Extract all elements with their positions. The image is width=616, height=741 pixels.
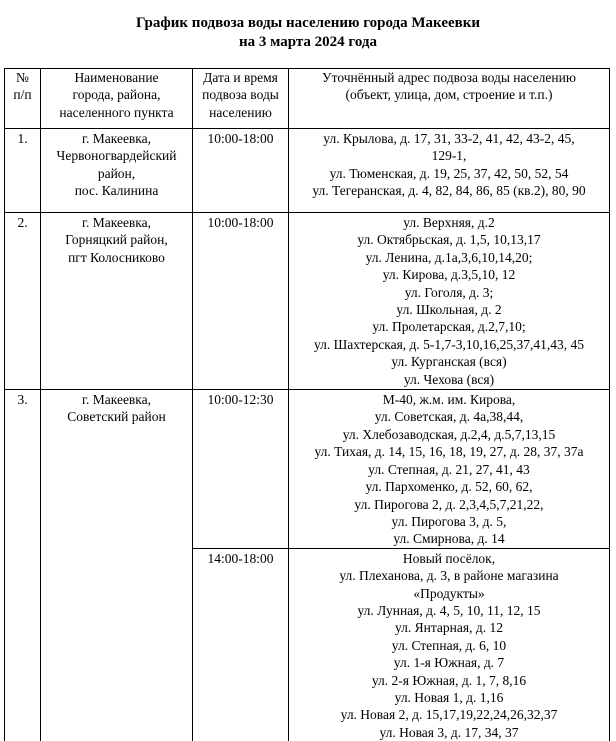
table-header-row bbox=[5, 69, 610, 129]
row-address: М-40, ж.м. им. Кирова, ул. Советская, д. 4а,38,44, ул. Хлебозаводская, д.2,4, д.5,7,13,15 ул. Тихая, д. 14, 15, 16, 18, 19, 27, д. 28, 37, 37а ул. Степная, д. 21, 27, 41, 43 ул. Пархоменко, д. 52, 60, 62, ул. Пирогова 2, д. 2,3,4,5,7,21,22, ул. Пирогова 3, д. 5, ул. Смирнова, д. 14 bbox=[289, 390, 610, 549]
row-address: ул. Верхняя, д.2 ул. Октябрьская, д. 1,5, 10,13,17 ул. Ленина, д.1а,3,6,10,14,20; ул. Кирова, д.3,5,10, 12 ул. Гоголя, д. 3; ул. Школьная, д. 2 ул. Пролетарская, д.2,7,10; ул. Шахтерская, д. 5-1,7-3,10,16,25,37,41,43, 45 ул. Курганская (вся) ул. Чехова (вся) bbox=[289, 213, 610, 390]
row-place: г. Макеевка, Горняцкий район, пгт Колосниково bbox=[41, 213, 193, 390]
header-num: № п/п bbox=[5, 69, 41, 129]
header-name: Наименование города, района, населенного пункта bbox=[41, 69, 193, 129]
row-address: ул. Крылова, д. 17, 31, 33-2, 41, 42, 43-2, 45, 129-1, ул. Тюменская, д. 19, 25, 37, 42, 50, 52, 54 ул. Тегеранская, д. 4, 82, 84, 86, 85 (кв.2), 80, 90 bbox=[289, 129, 610, 213]
row-num: 2. bbox=[5, 213, 41, 390]
table-row bbox=[5, 390, 610, 549]
title-line-2: на 3 марта 2024 года bbox=[238, 34, 378, 50]
title-line-1: График подвоза воды населению города Макеевки bbox=[135, 15, 481, 31]
row-time: 10:00-12:30 bbox=[193, 390, 289, 549]
row-time: 10:00-18:00 bbox=[193, 213, 289, 390]
row-address: Новый посёлок, ул. Плеханова, д. 3, в районе магазина «Продукты» ул. Лунная, д. 4, 5, 10, 11, 12, 15 ул. Янтарная, д. 12 ул. Степная, д. 6, 10 ул. 1-я Южная, д. 7 ул. 2-я Южная, д. 1, 7, 8,16 ул. Новая 1, д. 1,16 ул. Новая 2, д. 15,17,19,22,24,26,32,37 ул. Новая 3, д. 17, 34, 37 bbox=[289, 548, 610, 741]
row-num: 3. bbox=[5, 390, 41, 741]
table-row bbox=[5, 129, 610, 213]
row-time: 10:00-18:00 bbox=[193, 129, 289, 213]
row-place: г. Макеевка, Червоногвардейский район, пос. Калинина bbox=[41, 129, 193, 213]
row-num: 1. bbox=[5, 129, 41, 213]
header-address: Уточнённый адрес подвоза воды населению (объект, улица, дом, строение и т.п.) bbox=[289, 69, 610, 129]
document-title bbox=[0, 14, 616, 52]
header-time: Дата и время подвоза воды населению bbox=[193, 69, 289, 129]
water-schedule-table bbox=[4, 68, 610, 741]
row-place: г. Макеевка, Советский район bbox=[41, 390, 193, 741]
row-time: 14:00-18:00 bbox=[193, 548, 289, 741]
table-row bbox=[5, 213, 610, 390]
